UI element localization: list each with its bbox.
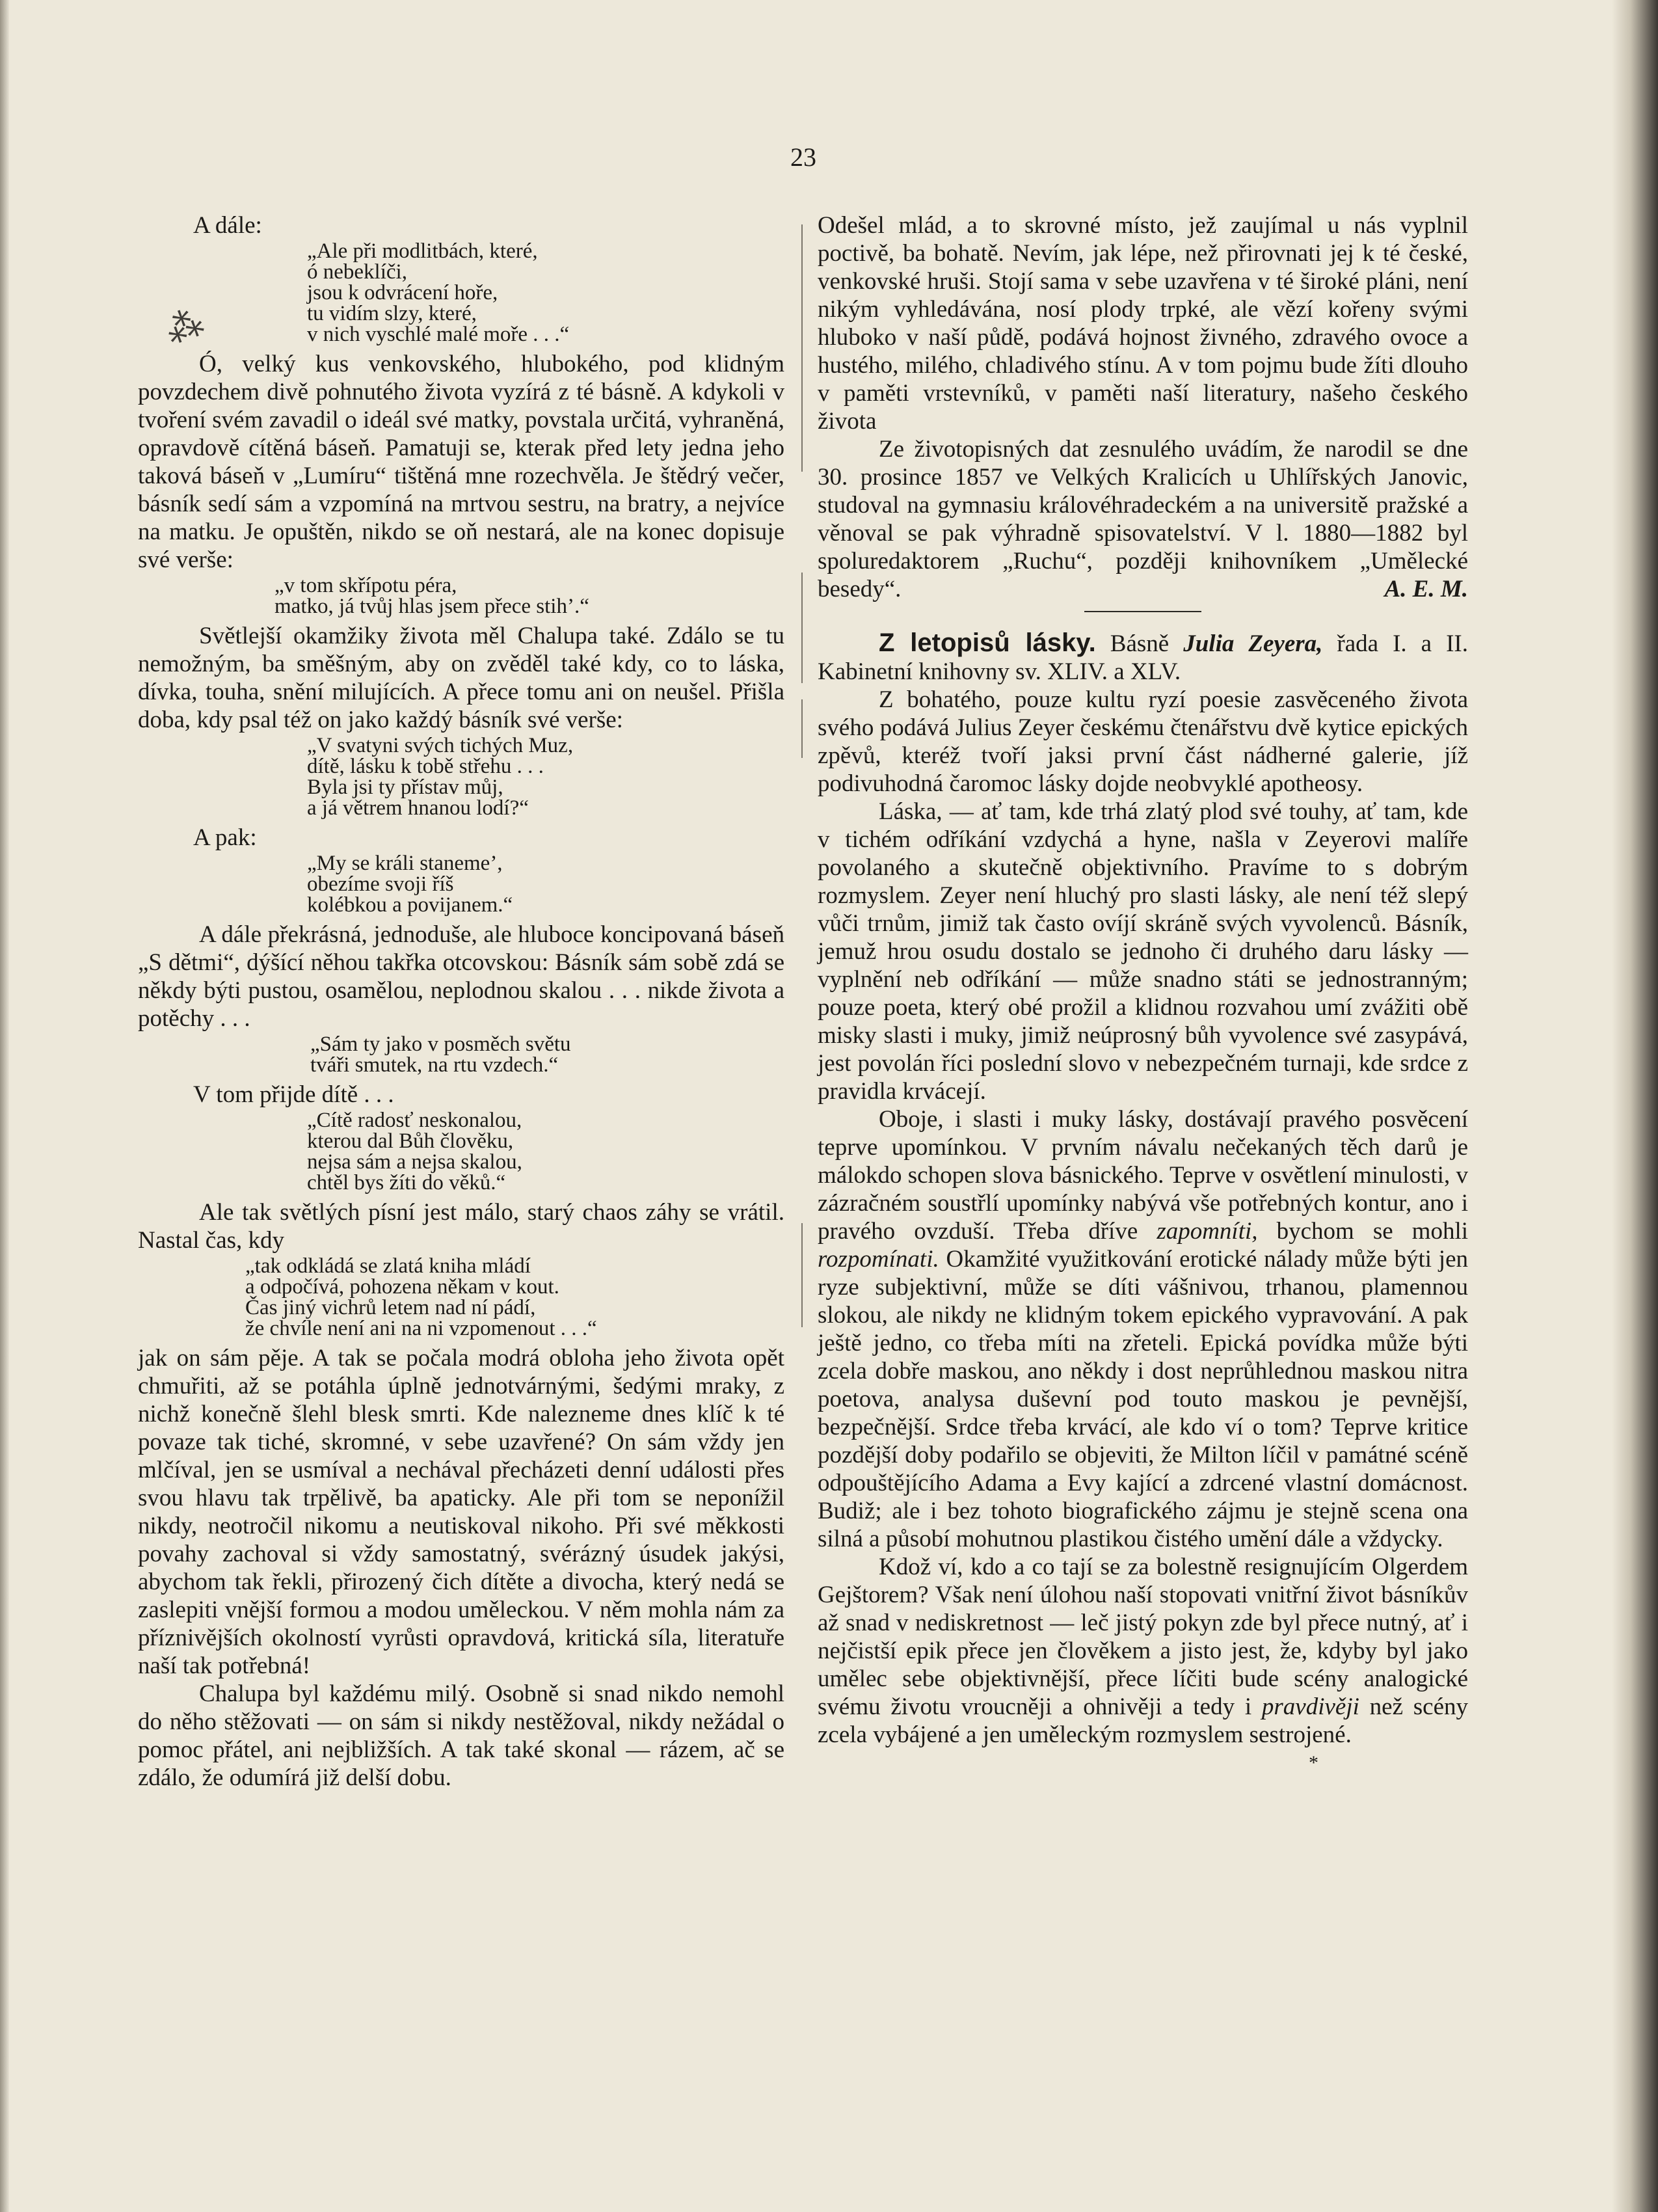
paragraph: Ale tak světlých písní jest málo, starý chaos záhy se vrátil. Nastal čas, kdy	[138, 1199, 784, 1254]
emphasis-text: rozpomínati.	[818, 1246, 939, 1273]
paragraph-text: než scény zcela vybájené a jen uměleckým rozmyslem sestrojené.	[818, 1693, 1468, 1748]
verse-line: kolébkou a povijanem.“	[307, 893, 513, 917]
section-divider	[1084, 611, 1201, 612]
verse-line: kterou dal Bůh člověku,	[307, 1129, 514, 1153]
left-column	[138, 211, 784, 1792]
verse-line: v nich vyschlé malé moře . . .“	[307, 323, 570, 346]
paragraph-text: Oboje, i slasti i muky lásky, dostávají pravého posvěcení teprve upomínkou. V prvním návalu nečekaných těch darů je málokdo schopen slova básnického. Teprve v osvětlení minulosti, v zázračném soustřlí upomínky nabývá vše potřebných kontur, ano i pravého ovzduší. Třeba dříve	[818, 1106, 1468, 1245]
paragraph	[818, 1553, 1468, 1749]
paragraph: Chalupa byl každému milý. Osobně si snad nikdo nemohl do něho stěžovati — on sám si nikdy nestěžoval, nikdy nežádal o pomoc přátel, ani nejbližších. A tak také skonal — rázem, ač se zdálo, že odumírá již delší dobu.	[138, 1680, 784, 1791]
paragraph: A dále:	[193, 212, 262, 239]
verse-line: a odpočívá, pohozena někam v kout.	[245, 1275, 559, 1299]
verse-block	[138, 1034, 784, 1075]
paragraph: Láska, — ať tam, kde trhá zlatý plod své touhy, ať tam, kde v tichém odříkání vzdychá a hyne, našla v Zeyerovi malíře povolaného a skutečně objektivního. Pravíme to s dobrým rozmyslem. Zeyer není hluchý pro slasti lásky, ale není též slepý vůči trnům, jimiž tak často ovíjí skráně svých vyvolenců. Básník, jemuž hrou osudu dostalo se jednoho či druhého daru lásky — vyplnění neb odříkání — může snadno státi se jednostranným; pouze poeta, který obé prožil a klidnou rozvahou umí zvážiti obě misky slasti i muky, jimiž neúprosný bůh vyvolence své zasypává, jest povolán říci poslední slovo v nebezpečném turnaji, kde srdce z pravidla krvácejí.	[818, 798, 1468, 1105]
paragraph: Ó, velký kus venkovského, hlubokého, pod klidným povzdechem divě pohnutého života vyzírá z té básně. A kdykoli v tvoření svém zavadil o ideál své matky, povstala určitá, vyhraněná, opravdově cítěná báseň. Pamatuji se, kterak před lety jedna jeho taková báseň v „Lumíru“ tištěná mne rozechvěla. Je štědrý večer, básník sedí sám a vzpomíná na mrtvou sestru, na bratry, a nejvíce na matku. Je opuštěn, nikdo se oň nestará, ale na konec dopisuje své verše:	[138, 351, 784, 573]
margin-line	[801, 224, 803, 472]
verse-line: matko, já tvůj hlas jsem přece stih’.“	[274, 595, 589, 618]
paragraph	[818, 435, 1468, 603]
verse-block	[138, 575, 784, 617]
review-author: Julia Zeyera,	[1183, 630, 1323, 657]
verse-line: nejsa sám a nejsa skalou,	[307, 1150, 522, 1174]
verse-line: dítě, lásku k tobě střehu . . .	[307, 755, 544, 778]
verse-line: a já větrem hnanou lodí?“	[307, 796, 529, 820]
margin-line	[801, 1223, 803, 1327]
paragraph: Odešel mlád, a to skrovné místo, jež zaujímal u nás vyplnil poctivě, ba bohatě. Nevím, jak lépe, než přirovnati jej k té české, venkovské hruši. Stojí sama v sebe uzavřena v té široké pláni, není nikým vyhledávána, nosí plody trpké, ale vězí kořeny svými hluboko v naší půdě, podává hojnost živného, zdravého ovoce a hustého, milého, chladivého stínu. A v tom pojmu bude žíti dlouho v paměti vrstevníků, v paměti naší literatury, našeho českého života	[818, 212, 1468, 435]
verse-line: tváři smutek, na rtu vzdech.“	[310, 1053, 559, 1077]
end-mark: *	[1309, 1752, 1318, 1774]
verse-line: „Ale při modlitbách, které,	[307, 239, 538, 263]
paragraph-text: bychom se mohli	[1276, 1218, 1469, 1245]
verse-line: chtěl bys žíti do věků.“	[307, 1171, 506, 1194]
verse-block	[138, 241, 784, 345]
paragraph: A pak:	[193, 824, 257, 851]
verse-line: „Sám ty jako v posměch světu	[310, 1032, 571, 1056]
verse-line: tu vidím slzy, které,	[307, 302, 477, 325]
paragraph: jak on sám pěje. A tak se počala modrá obloha jeho života opět chmuřiti, až se potáhla úplně jednotvárnými, šedými mraky, z nichž konečně šlehl blesk smrti. Kde nalezneme dnes klíč k té povaze tak tiché, skromné, v sebe uzavřené? On sám vždy jen mlčíval, jen se usmíval a nechával přecházeti denní události přes svou hlavu tak trpělivě, ba apaticky. Ale při tom se neponížil nikdy, neotročil nikomu a neutiskoval nikoho. Při své měkkosti povahy zachoval si vždy samostatný, svérázný úsudek jakýsi, abychom tak řekli, přirozený čich dítěte a divocha, který nedá se zaslepiti vnější formou a modou uměleckou. V něm mohla nám za příznivějších okolností vyrůsti opravdová, kritická síla, literatuře naší tak potřebná!	[138, 1345, 784, 1679]
page-right-edge	[1612, 0, 1658, 2212]
biography-text: Ze životopisných dat zesnulého uvádím, že narodil se dne 30. prosince 1857 ve Velkých Kralicích u Uhlířských Janovic, studoval na gymnasiu královéhradeckém a na universitě pražské a věnoval se pak výhradně spisovatelství. V l. 1880—1882 byl spoluredaktorem „Ruchu“, později knihovníkem „Umělecké besedy“.	[818, 436, 1468, 602]
paragraph: Z bohatého, pouze kultu ryzí poesie zasvěceného života svého podává Julius Zeyer českému čtenářstvu dvě kytice epických zpěvů, kteréž tvoří jaksi první část nádherné galerie, jíž podivuhodná čaromoc lásky dojde neobvyklé apotheosy.	[818, 686, 1468, 797]
review-title: Z letopisů lásky.	[879, 628, 1096, 657]
pencil-mark-icon: ⁂	[161, 302, 209, 353]
review-title-text: řada I. a II. Kabinetní knihovny sv. XLIV. a XLV.	[818, 630, 1469, 685]
verse-block	[138, 1110, 784, 1193]
emphasis-text: pravdivěji	[1261, 1693, 1359, 1720]
verse-line: „Cítě radosť neskonalou,	[307, 1109, 522, 1132]
emphasis-text: zapomníti,	[1157, 1218, 1258, 1245]
paragraph	[818, 1105, 1468, 1553]
verse-line: „tak odkládá se zlatá kniha mládí	[245, 1254, 531, 1278]
page-number: 23	[790, 142, 816, 172]
paragraph: V tom přijde dítě . . .	[193, 1081, 394, 1108]
margin-line	[801, 699, 803, 758]
paragraph: A dále překrásná, jednoduše, ale hluboce koncipovaná báseň „S dětmi“, dýšící něhou takřka otcovskou: Básník sám sobě zdá se někdy býti pustou, osamělou, neplodnou skalou . . . nikde života a potěchy . . .	[138, 921, 784, 1032]
verse-line: „v tom skřípotu péra,	[274, 574, 457, 597]
paragraph-text: Okamžité využitkování erotické nálady může býti jen ryze subjektivní, může se díti vášnivou, trhanou, plamennou slokou, ale nikdy ne klidným tokem epického vypravování. A pak ještě jedno, co třeba míti na zřeteli. Epická povídka může býti zcela dobře maskou, ano někdy i dost neprůhlednou maskou nitra poetova, analysa duševní pod touto maskou je pevnější, bezpečnější. Srdce třeba krvácí, ale kdo ví o tom? Teprve kritice pozdější doby podařilo se objeviti, že Milton líčil v památné scéně odpouštějícího Adama a Evy kající a zdrcené vlastní domácnost. Budiž; ale i bez tohoto biografického zájmu je stejně scena ona silná a působí mohutnou plastikou čistého umění dále a vždycky.	[818, 1246, 1469, 1552]
right-column	[818, 211, 1468, 1777]
verse-block	[138, 853, 784, 915]
review-title-text: Básně	[1110, 630, 1170, 657]
paragraph-text: Kdož ví, kdo a co tají se za bolestně resignujícím Olgerdem Gejštorem? Však není úlohou naší stopovati vnitřní život básníkův až snad v nediskretnost — leč jistý pokyn zde byl přece nutný, ať i nejčistší epik přece jen člověkem a jisto jest, že, kdyby byl jako umělec sebe objektivnější, přece líčiti bude scény analogické svému životu vroucněji a ohnivěji a tedy i	[818, 1554, 1468, 1720]
margin-line	[801, 573, 803, 683]
verse-line: obezíme svoji říš	[307, 872, 454, 896]
verse-line: „V svatyni svých tichých Muz,	[307, 734, 574, 757]
author-signature: A. E. M.	[1384, 576, 1468, 602]
page-left-edge	[0, 0, 9, 2212]
paragraph: Světlejší okamžiky života měl Chalupa také. Zdálo se tu nemožným, ba směšným, aby on zvěděl také kdy, co to láska, dívka, touha, snění milujících. A přece tomu ani on neušel. Přišla doba, kdy psal též on jako každý básník své verše:	[138, 623, 784, 733]
verse-line: „My se králi staneme’,	[307, 852, 503, 875]
verse-block	[138, 735, 784, 818]
verse-line: Byla jsi ty přístav můj,	[307, 776, 503, 799]
review-heading-paragraph	[818, 629, 1468, 686]
verse-line: Čas jiný vichrů letem nad ní pádí,	[245, 1296, 536, 1319]
verse-block	[138, 1256, 784, 1339]
verse-line: jsou k odvrácení hoře,	[307, 281, 498, 304]
verse-line: ó nebeklíči,	[307, 260, 407, 284]
verse-line: že chvíle není ani na ni vzpomenout . . .“	[245, 1317, 597, 1340]
